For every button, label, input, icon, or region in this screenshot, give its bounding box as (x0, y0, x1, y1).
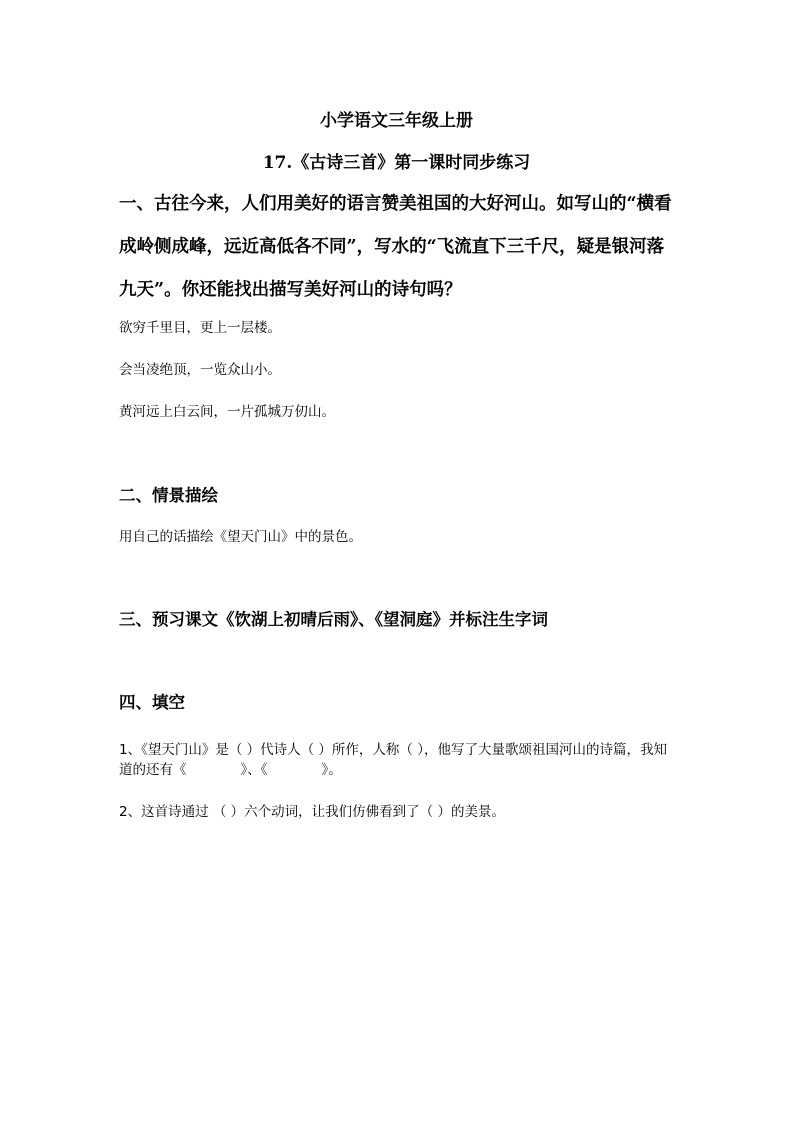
answer-line-2: 会当凌绝顶，一览众山小。 (119, 362, 281, 378)
section-2-text: 用自己的话描绘《望天门山》中的景色。 (119, 529, 362, 545)
section-4-heading: 四、填空 (119, 693, 185, 712)
document-subtitle: 17.《古诗三首》第一课时同步练习 (262, 153, 531, 173)
answer-line-3: 黄河远上白云间，一片孤城万仞山。 (119, 404, 335, 420)
document-title: 小学语文三年级上册 (320, 111, 473, 131)
question-1-text: 一、古往今来，人们用美好的语言赞美祖国的大好河山。如写山的“横看成岭侧成峰，远近高低各不同”，写水的“飞流直下三千尺，疑是银河落九天”。你还能找出描写美好河山的诗句吗？ (119, 194, 672, 300)
fill-in-item-2: 2、这首诗通过 （ ）六个动词，让我们仿佛看到了（ ）的美景。 (119, 804, 505, 820)
section-3-heading: 三、预习课文《饮湖上初晴后雨》、《望洞庭》并标注生字词 (119, 610, 548, 629)
fill-in-item-1: 1、《望天门山》是（ ）代诗人（ ）所作，人称（ ），他写了大量歌颂祖国河山的诗篇，我知道的还有《 》、《 》。 (119, 742, 667, 778)
answer-line-1: 欲穷千里目，更上一层楼。 (119, 320, 281, 336)
section-2-heading: 二、情景描绘 (119, 486, 218, 505)
